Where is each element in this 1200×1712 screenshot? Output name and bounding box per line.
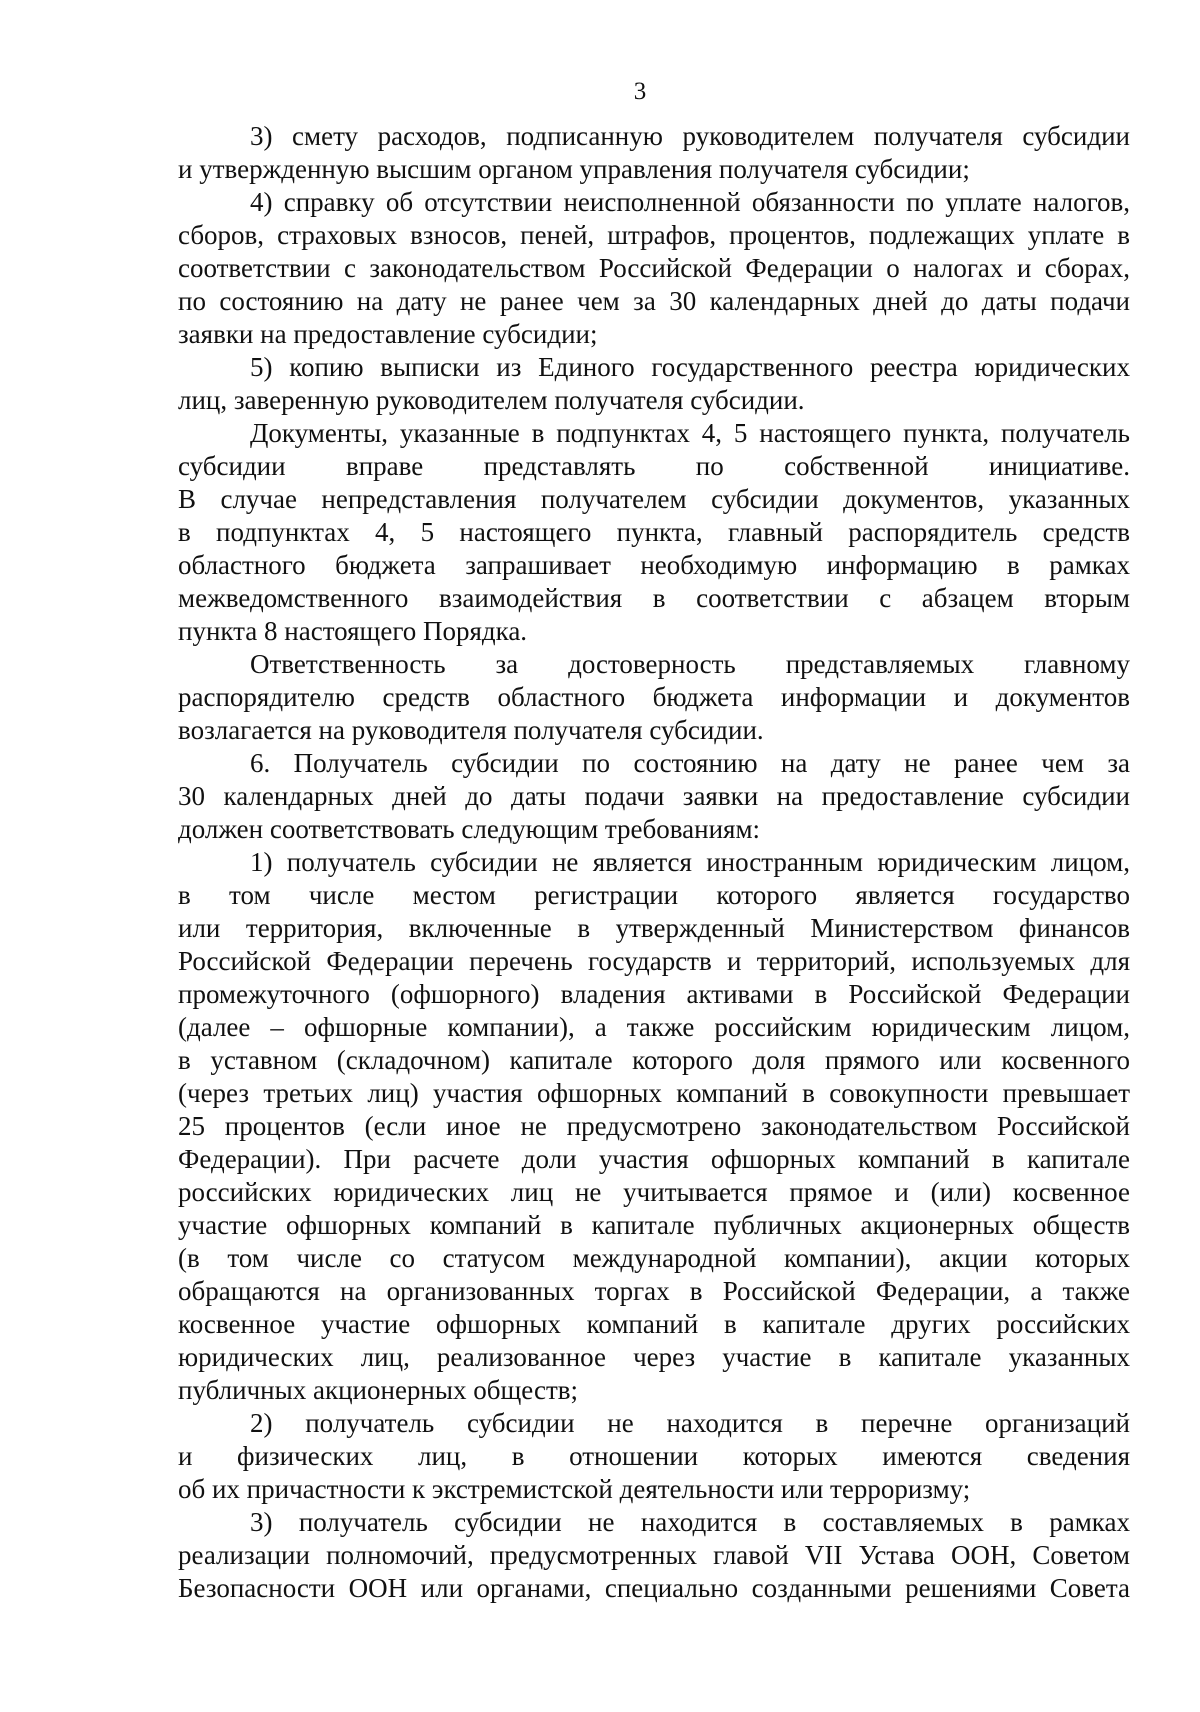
text-line: должен соответствовать следующим требованиям:: [178, 814, 761, 844]
text-line: в том числе местом регистрации которого является государство: [178, 880, 1130, 910]
text-line: в уставном (складочном) капитале которого доля прямого или косвенного: [178, 1045, 1130, 1075]
text-line: межведомственного взаимодействия в соответствии с абзацем вторым: [178, 583, 1130, 613]
text-line: В случае непредставления получателем субсидии документов, указанных: [178, 484, 1130, 514]
text-line: обращаются на организованных торгах в Российской Федерации, а также: [178, 1276, 1130, 1306]
text-line: Документы, указанные в подпунктах 4, 5 настоящего пункта, получатель: [250, 418, 1130, 448]
text-line: и утвержденную высшим органом управления получателя субсидии;: [178, 154, 970, 184]
text-line: Ответственность за достоверность представляемых главному: [250, 649, 1130, 679]
text-line: заявки на предоставление субсидии;: [178, 319, 598, 349]
text-line: или территория, включенные в утвержденный Министерством финансов: [178, 913, 1130, 943]
text-line: соответствии с законодательством Российской Федерации о налогах и сборах,: [178, 253, 1130, 283]
text-line: 3) получатель субсидии не находится в составляемых в рамках: [250, 1507, 1130, 1537]
text-line: областного бюджета запрашивает необходимую информацию в рамках: [178, 550, 1130, 580]
text-line: юридических лиц, реализованное через участие в капитале указанных: [178, 1342, 1130, 1372]
text-line: Безопасности ООН или органами, специально созданными решениями Совета: [178, 1573, 1130, 1603]
text-line: об их причастности к экстремистской деятельности или терроризму;: [178, 1474, 971, 1504]
text-line: российских юридических лиц не учитывается прямое и (или) косвенное: [178, 1177, 1130, 1207]
text-line: Федерации). При расчете доли участия офшорных компаний в капитале: [178, 1144, 1130, 1174]
text-line: (через третьих лиц) участия офшорных компаний в совокупности превышает: [178, 1078, 1130, 1108]
text-line: промежуточного (офшорного) владения активами в Российской Федерации: [178, 979, 1130, 1009]
page-number: 3: [633, 78, 647, 105]
text-line: 4) справку об отсутствии неисполненной обязанности по уплате налогов,: [250, 187, 1130, 217]
text-line: 5) копию выписки из Единого государственного реестра юридических: [250, 352, 1130, 382]
text-line: 25 процентов (если иное не предусмотрено законодательством Российской: [178, 1111, 1130, 1141]
text-line: Российской Федерации перечень государств и территорий, используемых для: [178, 946, 1130, 976]
document-body: [178, 120, 1130, 1605]
text-line: (в том числе со статусом международной компании), акции которых: [178, 1243, 1130, 1273]
text-line: 30 календарных дней до даты подачи заявки на предоставление субсидии: [178, 781, 1130, 811]
text-line: 6. Получатель субсидии по состоянию на дату не ранее чем за: [250, 748, 1130, 778]
text-line: публичных акционерных обществ;: [178, 1375, 578, 1405]
text-line: 1) получатель субсидии не является иностранным юридическим лицом,: [250, 847, 1130, 877]
text-line: сборов, страховых взносов, пеней, штрафов, процентов, подлежащих уплате в: [178, 220, 1130, 250]
text-line: 3) смету расходов, подписанную руководителем получателя субсидии: [250, 121, 1130, 151]
text-line: пункта 8 настоящего Порядка.: [178, 616, 528, 646]
text-line: субсидии вправе представлять по собственной инициативе.: [178, 451, 1130, 481]
text-line: реализации полномочий, предусмотренных главой VII Устава ООН, Советом: [178, 1540, 1130, 1570]
text-line: (далее – офшорные компании), а также российским юридическим лицом,: [178, 1012, 1130, 1042]
text-line: 2) получатель субсидии не находится в перечне организаций: [250, 1408, 1130, 1438]
text-line: косвенное участие офшорных компаний в капитале других российских: [178, 1309, 1130, 1339]
text-line: участие офшорных компаний в капитале публичных акционерных обществ: [178, 1210, 1130, 1240]
text-line: распорядителю средств областного бюджета информации и документов: [178, 682, 1130, 712]
text-line: и физических лиц, в отношении которых имеются сведения: [178, 1441, 1130, 1471]
text-line: возлагается на руководителя получателя субсидии.: [178, 715, 764, 745]
text-line: по состоянию на дату не ранее чем за 30 календарных дней до даты подачи: [178, 286, 1130, 316]
text-line: лиц, заверенную руководителем получателя субсидии.: [178, 385, 805, 415]
text-line: в подпунктах 4, 5 настоящего пункта, главный распорядитель средств: [178, 517, 1130, 547]
